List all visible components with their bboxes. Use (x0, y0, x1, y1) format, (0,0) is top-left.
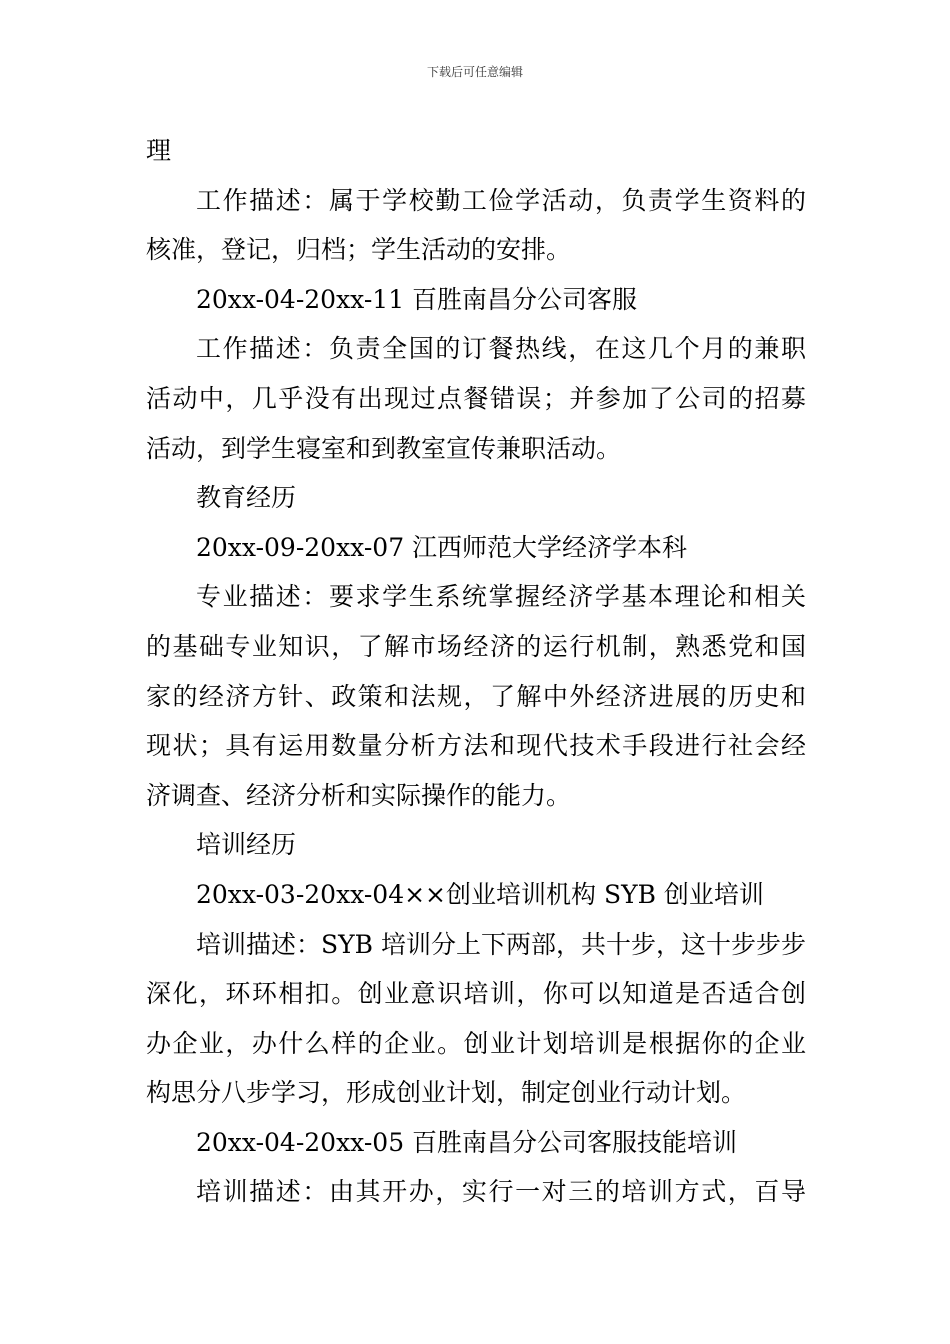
date-entry-line: 20xx-09-20xx-07 江西师范大学经济学本科 (196, 532, 688, 562)
date-entry-line: 20xx-04-20xx-11 百胜南昌分公司客服 (196, 284, 638, 314)
paragraph-line: 活动中，几乎没有出现过点餐错误；并参加了公司的招募 (146, 383, 806, 413)
document-body (146, 126, 806, 1217)
date-entry-line: 20xx-03-20xx-04××创业培训机构 SYB 创业培训 (196, 879, 764, 909)
paragraph-line: 专业描述：要求学生系统掌握经济学基本理论和相关 (196, 582, 806, 612)
paragraph-line: 培训描述：由其开办，实行一对三的培训方式，百导 (196, 1177, 806, 1207)
paragraph-line: 办企业，办什么样的企业。创业计划培训是根据你的企业 (146, 1028, 806, 1058)
section-heading: 培训经历 (196, 830, 297, 860)
paragraph-line: 济调查、经济分析和实际操作的能力。 (146, 780, 572, 810)
paragraph-line: 工作描述：属于学校勤工俭学活动，负责学生资料的 (196, 185, 806, 215)
section-heading: 教育经历 (196, 483, 297, 513)
paragraph-line: 培训描述：SYB 培训分上下两部，共十步，这十步步步 (196, 929, 806, 959)
paragraph-line: 深化，环环相扣。创业意识培训，你可以知道是否适合创 (146, 979, 806, 1009)
paragraph-line: 构思分八步学习，形成创业计划，制定创业行动计划。 (146, 1078, 747, 1108)
paragraph-line: 核准，登记，归档；学生活动的安排。 (146, 235, 572, 265)
paragraph-line: 活动，到学生寝室和到教室宣传兼职活动。 (146, 433, 622, 463)
date-entry-line: 20xx-04-20xx-05 百胜南昌分公司客服技能培训 (196, 1127, 738, 1157)
paragraph-line: 现状；具有运用数量分析方法和现代技术手段进行社会经 (146, 731, 806, 761)
paragraph-line: 工作描述：负责全国的订餐热线，在这几个月的兼职 (196, 334, 806, 364)
paragraph-line: 家的经济方针、政策和法规，了解中外经济进展的历史和 (146, 681, 806, 711)
paragraph-line: 的基础专业知识，了解市场经济的运行机制，熟悉党和国 (146, 631, 806, 661)
page-header: 下载后可任意编辑 (426, 65, 523, 79)
paragraph-line: 理 (146, 136, 172, 165)
